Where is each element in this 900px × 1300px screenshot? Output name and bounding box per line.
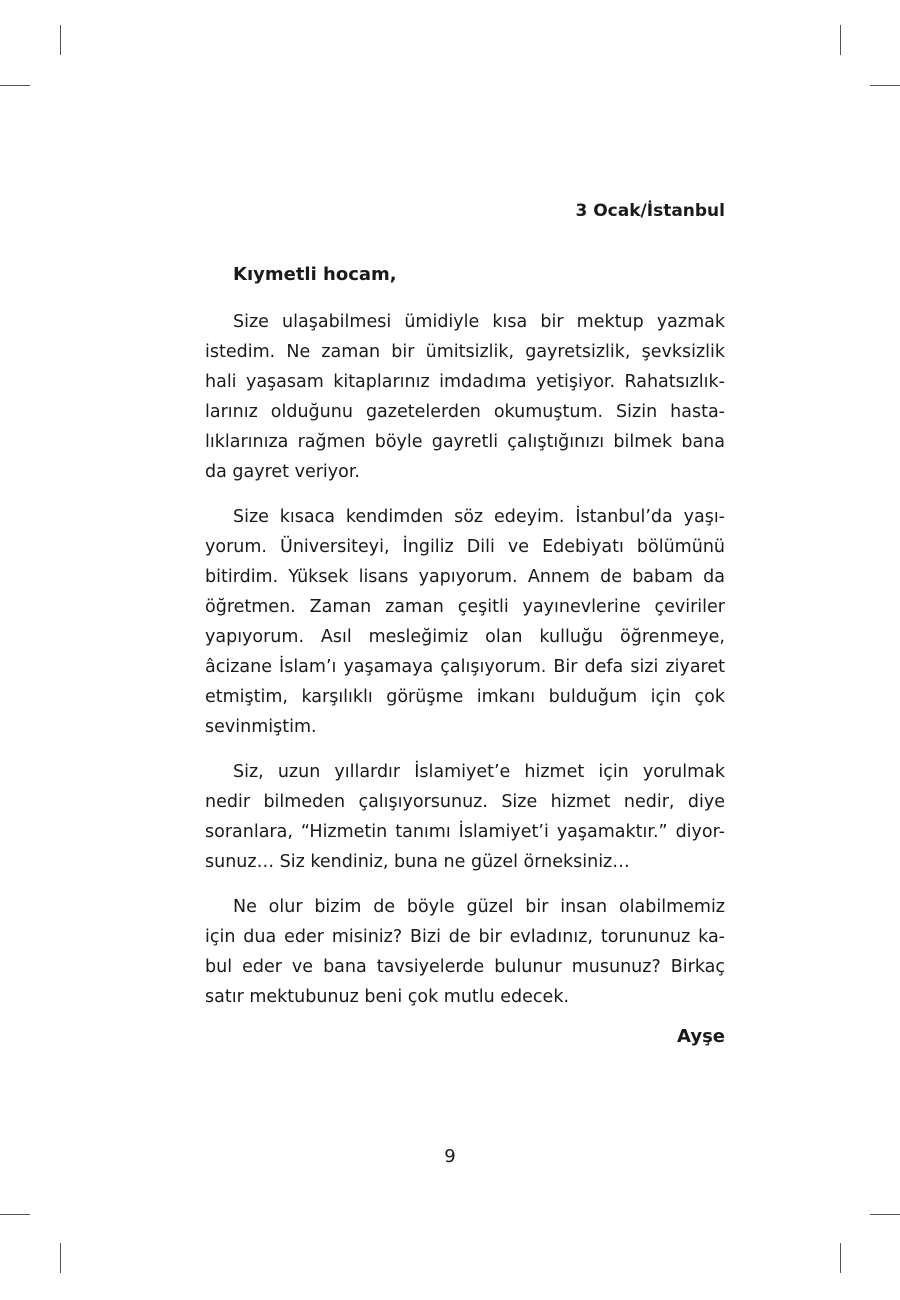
text-line: soranlara, “Hizmetin tanımı İslamiyet’i yaşamaktır.” diyor- [205,822,725,842]
text-line: Size kısaca kendimden söz edeyim. İstanbul’da yaşı- [233,507,725,527]
letter-paragraph-2 [205,502,725,742]
crop-mark-top-right-horizontal [870,85,900,86]
letter-date-place: 3 Ocak/İstanbul [575,201,725,221]
text-line: yapıyorum. Asıl mesleğimiz olan kulluğu öğrenmeye, [205,627,725,647]
text-line: Ne olur bizim de böyle güzel bir insan olabilmemiz [233,897,725,917]
text-line: bitirdim. Yüksek lisans yapıyorum. Annem de babam da [205,567,725,587]
crop-mark-top-left-horizontal [0,85,30,86]
text-line: sevinmiştim. [205,717,317,737]
crop-mark-top-left-vertical [60,25,61,55]
page-number: 9 [444,1146,456,1167]
letter-body [205,262,725,1027]
text-line: lıklarınıza rağmen böyle gayretli çalıştığınızı bilmek bana [205,432,725,452]
text-line: için dua eder misiniz? Bizi de bir evladınız, torununuz ka- [205,927,725,947]
crop-mark-bottom-left-horizontal [0,1214,30,1215]
text-line: larınız olduğunu gazetelerden okumuştum. Sizin hasta- [205,402,725,422]
text-line: hali yaşasam kitaplarınız imdadıma yetişiyor. Rahatsızlık- [205,372,725,392]
letter-salutation: Kıymetli hocam, [233,264,397,285]
text-line: da gayret veriyor. [205,462,360,482]
crop-mark-bottom-left-vertical [60,1243,61,1273]
text-line: satır mektubunuz beni çok mutlu edecek. [205,987,570,1007]
letter-paragraph-3 [205,757,725,877]
text-line: Siz, uzun yıllardır İslamiyet’e hizmet için yorulmak [233,762,725,782]
text-line: istedim. Ne zaman bir ümitsizlik, gayretsizlik, şevksizlik [205,342,725,362]
letter-signature: Ayşe [677,1026,725,1047]
text-line: Size ulaşabilmesi ümidiyle kısa bir mektup yazmak [233,312,725,332]
crop-mark-top-right-vertical [840,25,841,55]
text-line: bul eder ve bana tavsiyelerde bulunur musunuz? Birkaç [205,957,725,977]
text-line: etmiştim, karşılıklı görüşme imkanı bulduğum için çok [205,687,725,707]
text-line: öğretmen. Zaman zaman çeşitli yayınevlerine çeviriler [205,597,725,617]
text-line: sunuz… Siz kendiniz, buna ne güzel örneksiniz… [205,852,630,872]
text-line: yorum. Üniversiteyi, İngiliz Dili ve Edebiyatı bölümünü [205,537,725,557]
text-line: nedir bilmeden çalışıyorsunuz. Size hizmet nedir, diye [205,792,725,812]
letter-paragraph-4 [205,892,725,1012]
letter-paragraph-1 [205,307,725,487]
text-line: âcizane İslam’ı yaşamaya çalışıyorum. Bir defa sizi ziyaret [205,657,725,677]
crop-mark-bottom-right-horizontal [870,1214,900,1215]
crop-mark-bottom-right-vertical [840,1243,841,1273]
